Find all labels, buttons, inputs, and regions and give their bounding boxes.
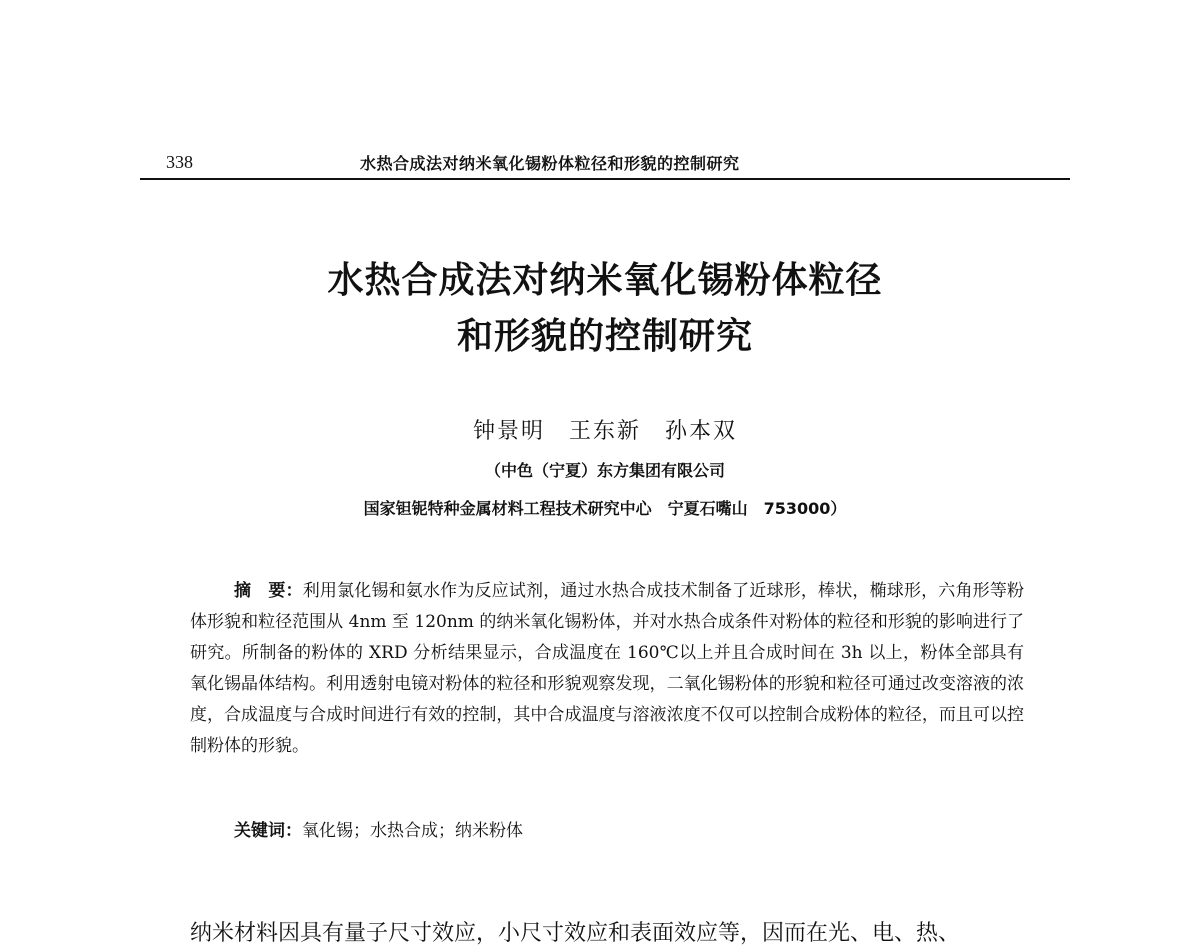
keywords xyxy=(234,816,523,846)
paper-title xyxy=(140,252,1070,364)
title-line-2: 和形貌的控制研究 xyxy=(456,315,753,357)
authors: 钟景明 王东新 孙本双 xyxy=(472,419,737,444)
keywords-label: 关键词： xyxy=(234,821,302,841)
affiliation-line-1: （中色（宁夏）东方集团有限公司 xyxy=(484,461,725,480)
abstract xyxy=(190,576,1024,762)
body-text-first-line: 纳米材料因具有量子尺寸效应，小尺寸效应和表面效应等，因而在光、电、热、 xyxy=(190,921,961,946)
page-number: 338 xyxy=(166,152,193,172)
title-line-1: 水热合成法对纳米氧化锡粉体粒径 xyxy=(327,259,883,301)
affiliation-line-2: 国家钽铌特种金属材料工程技术研究中心 宁夏石嘴山 753000） xyxy=(363,499,847,518)
abstract-label: 摘 要： xyxy=(234,581,303,601)
keywords-text: 氧化锡；水热合成；纳米粉体 xyxy=(302,821,523,841)
abstract-text: 利用氯化锡和氨水作为反应试剂，通过水热合成技术制备了近球形，棒状，椭球形，六角形等粉体形貌和粒径范围从 4nm 至 120nm 的纳米氧化锡粉体，并对水热合成条件对粉体的粒径和形貌的影响进行了研究。所制备的粉体的 XRD 分析结果显示，合成温度在 160℃以上并且合成时间在 3h 以上，粉体全部具有氧化锡晶体结构。利用透射电镜对粉体的粒径和形貌观察发现，二氧化锡粉体的形貌和粒径可通过改变溶液的浓度，合成温度与合成时间进行有效的控制，其中合成温度与溶液浓度不仅可以控制合成粉体的粒径，而且可以控制粉体的形貌。 xyxy=(190,581,1025,756)
running-title: 水热合成法对纳米氧化锡粉体粒径和形貌的控制研究 xyxy=(360,154,740,173)
running-header xyxy=(140,150,1070,180)
